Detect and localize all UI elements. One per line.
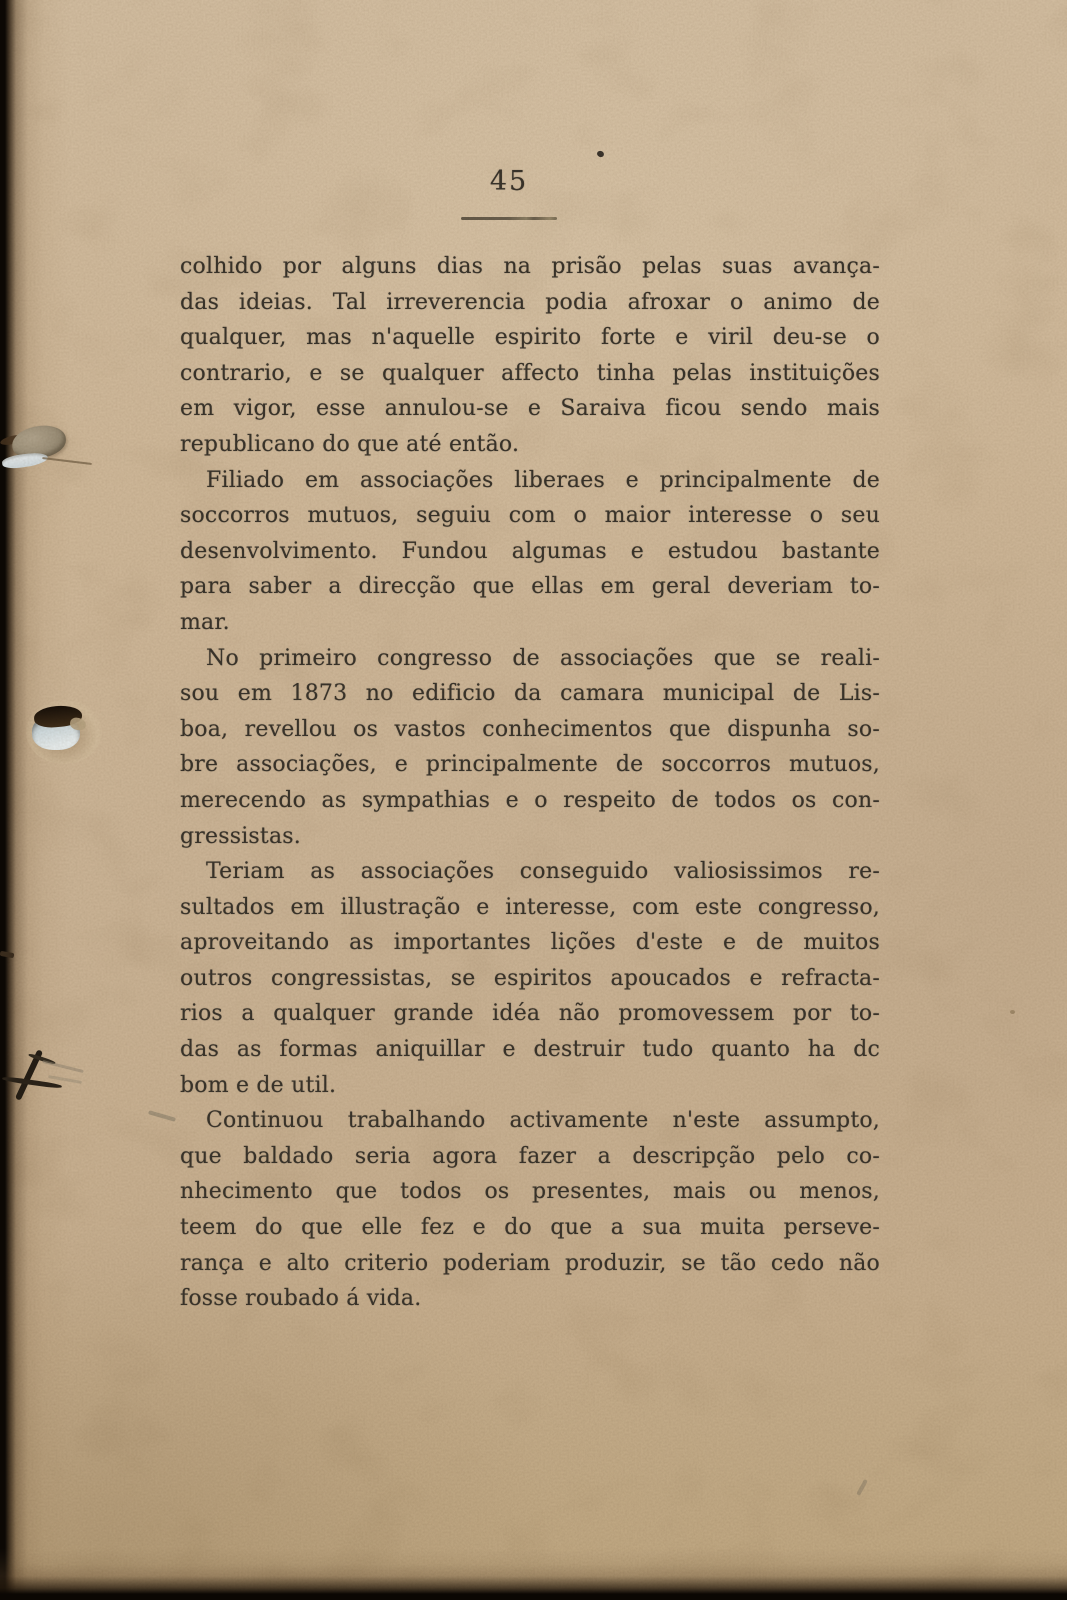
- tear-highlight: [1, 451, 48, 470]
- text-line: gressistas.: [180, 823, 301, 849]
- text-line: colhido por alguns dias na prisão pelas suas avança-: [180, 254, 880, 279]
- text-line: soccorros mutuos, seguiu com o maior interesse o seu: [180, 503, 880, 529]
- tear-shadow: [0, 433, 25, 447]
- paper-tear-mark: [0, 420, 110, 482]
- paragraph: [180, 249, 880, 463]
- cross-stroke-horizontal: [2, 1076, 62, 1089]
- text-line: rios a qualquer grande idéa não promovessem por to-: [180, 1001, 880, 1027]
- text-line: bom e de util.: [180, 1072, 337, 1098]
- page-bottom-edge: [0, 1548, 1067, 1600]
- tear-flap: [10, 423, 67, 460]
- text-line: republicano do que até então.: [180, 431, 520, 457]
- text-line: fosse roubado á vida.: [180, 1286, 422, 1312]
- cross-echo-line-1: [42, 1060, 83, 1073]
- text-line: No primeiro congresso de associações que se reali-: [206, 645, 880, 671]
- text-line: em vigor, esse annulou-se e Saraiva ficou sendo mais: [180, 396, 880, 422]
- cross-echo-line-2: [48, 1075, 82, 1084]
- punch-hole: [26, 698, 106, 768]
- edge-ink-dash: [0, 951, 14, 958]
- text-line: que baldado seria agora fazer a descripção pelo co-: [180, 1143, 880, 1169]
- hole-paper-fragment: [69, 716, 87, 731]
- text-line: sou em 1873 no edificio da camara municipal de Lis-: [180, 681, 880, 707]
- paragraph: [180, 463, 880, 641]
- cross-stroke-short: [28, 1053, 56, 1065]
- paragraph: [180, 641, 880, 855]
- text-block: [180, 249, 880, 1317]
- text-line: rança e alto criterio poderiam produzir, se tão cedo não: [180, 1250, 880, 1276]
- text-line: boa, revellou os vastos conhecimentos que dispunha so-: [180, 716, 880, 742]
- text-line: nhecimento que todos os presentes, mais ou menos,: [180, 1179, 880, 1205]
- ink-cross-mark: [0, 1048, 110, 1118]
- text-line: Continuou trabalhando activamente n'este assumpto,: [206, 1108, 880, 1134]
- binding-shadow-left: [0, 0, 70, 1600]
- text-line: para saber a direcção que ellas em geral deveriam to-: [180, 574, 880, 600]
- cross-stroke-diagonal: [15, 1049, 43, 1100]
- text-line: desenvolvimento. Fundou algumas e estudou bastante: [180, 538, 880, 564]
- text-line: bre associações, e principalmente de soccorros mutuos,: [180, 752, 880, 778]
- text-line: aproveitando as importantes lições d'este e de muitos: [180, 930, 880, 956]
- text-line: outros congressistas, se espiritos apoucados e refracta-: [180, 965, 880, 991]
- tear-scratch-line: [42, 457, 92, 465]
- text-line: contrario, e se qualquer affecto tinha pelas instituições: [180, 360, 880, 386]
- page-number: 45: [489, 166, 529, 197]
- text-line: qualquer, mas n'aquelle espirito forte e viril deu-se o: [180, 325, 880, 351]
- hole-crease-ring: [26, 700, 102, 764]
- text-line: das as formas aniquillar e destruir tudo quanto ha dc: [180, 1037, 880, 1063]
- text-line: Filiado em associações liberaes e principalmente de: [206, 467, 880, 493]
- text-line: merecendo as sympathias e o respeito de todos os con-: [180, 787, 880, 813]
- pencil-dash: [148, 1110, 176, 1122]
- text-line: Teriam as associações conseguido valiosissimos re-: [206, 859, 880, 885]
- hole-opening: [32, 714, 80, 750]
- hole-dark-flap: [33, 704, 83, 729]
- paragraph: [180, 854, 880, 1103]
- pencil-slash: [856, 1479, 868, 1496]
- text-line: das ideias. Tal irreverencia podia afroxar o animo de: [180, 289, 880, 315]
- paper-speck: [1010, 1010, 1015, 1014]
- text-line: sultados em illustração e interesse, com este congresso,: [180, 894, 880, 920]
- paragraph: [180, 1103, 880, 1317]
- text-line: mar.: [180, 609, 230, 635]
- ink-speck: [596, 150, 605, 158]
- page-number-rule: [461, 217, 557, 220]
- text-line: teem do que elle fez e do que a sua muita perseve-: [180, 1215, 880, 1241]
